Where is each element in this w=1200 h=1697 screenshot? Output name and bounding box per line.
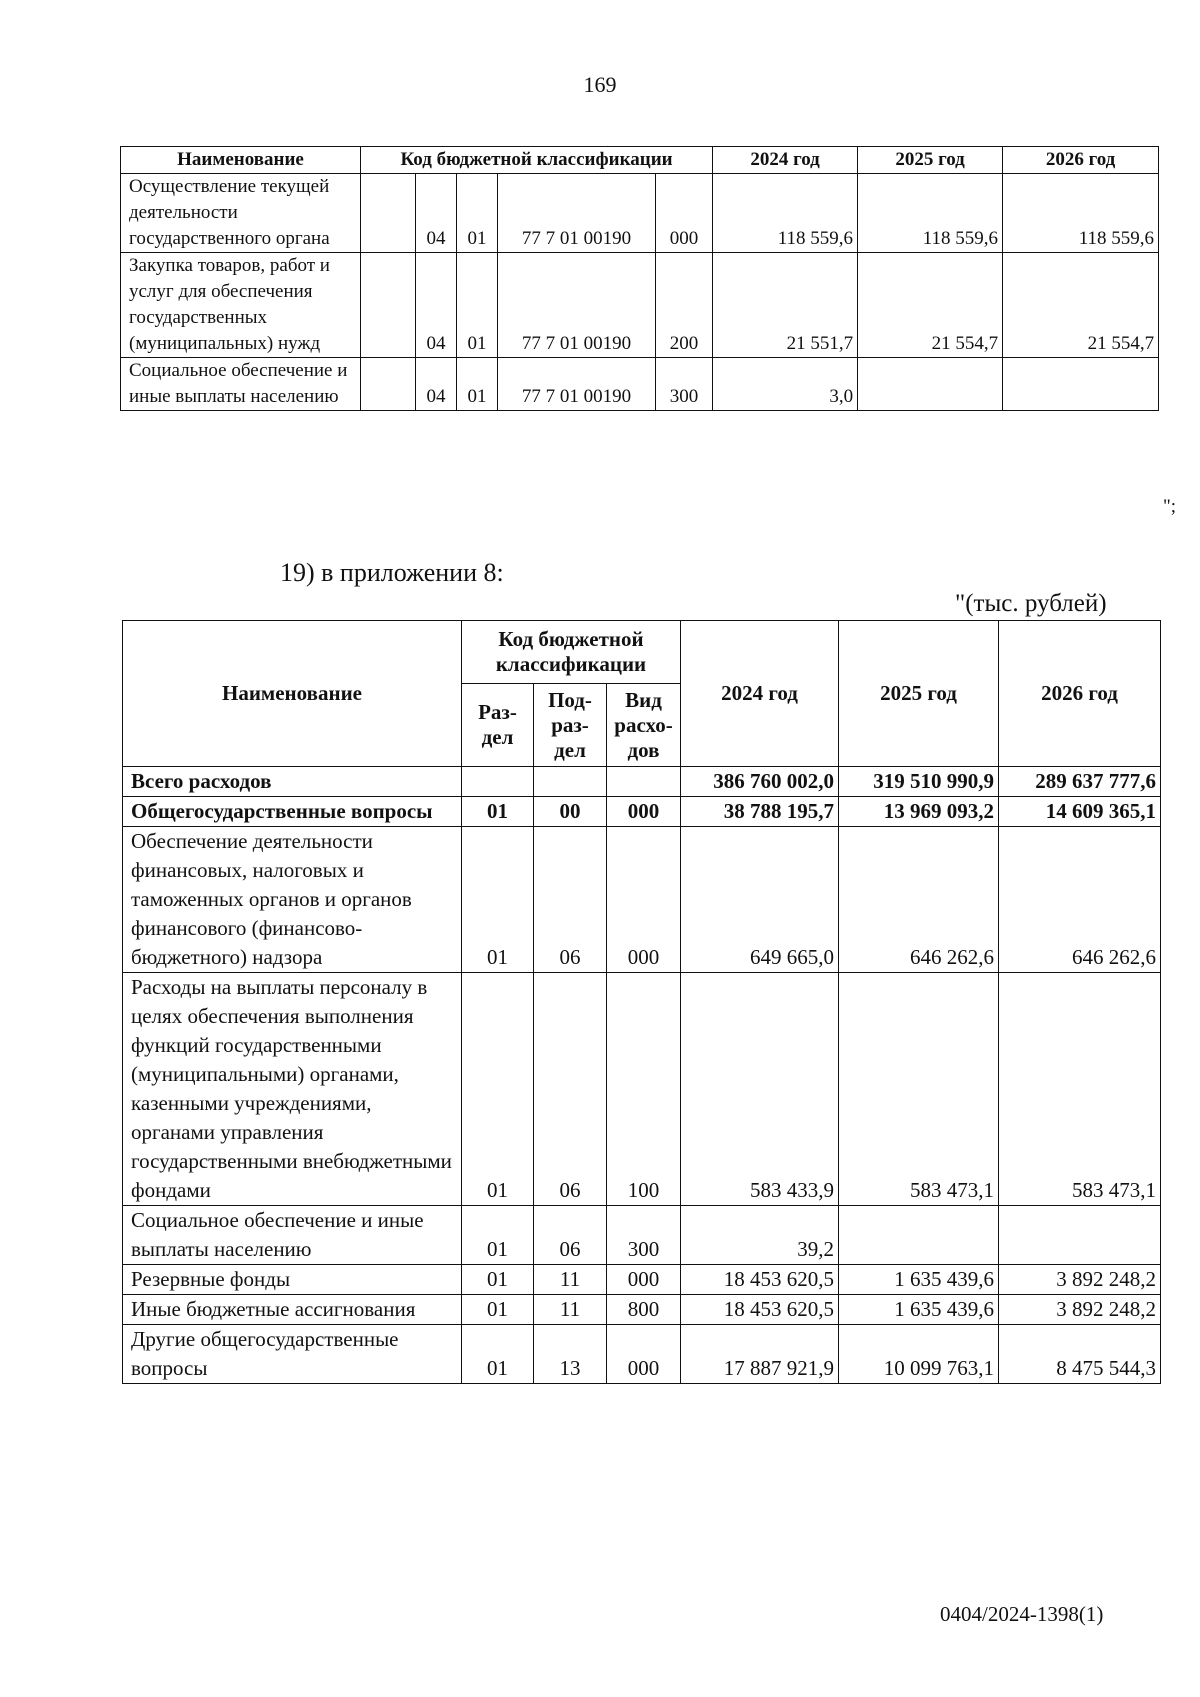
cell-v2026: 3 892 248,2 (999, 1265, 1161, 1295)
cell-c5: 000 (656, 174, 713, 253)
cell-vid: 000 (607, 1325, 681, 1384)
cell-vid (607, 767, 681, 797)
cell-podrazdel: 00 (534, 797, 607, 827)
cell-v2026: 583 473,1 (999, 973, 1161, 1206)
cell-c1 (361, 358, 416, 411)
cell-name: Общегосударственные вопросы (123, 797, 462, 827)
cell-v2026: 21 554,7 (1003, 253, 1159, 358)
cell-v2026 (999, 1206, 1161, 1265)
cell-v2024: 3,0 (713, 358, 858, 411)
cell-vid: 000 (607, 1265, 681, 1295)
header-2025: 2025 год (839, 621, 999, 767)
cell-c1 (361, 174, 416, 253)
cell-v2024: 17 887 921,9 (681, 1325, 839, 1384)
cell-vid: 000 (607, 797, 681, 827)
table-row (123, 797, 1161, 827)
cell-c4: 77 7 01 00190 (498, 358, 656, 411)
cell-v2024: 21 551,7 (713, 253, 858, 358)
cell-v2025 (858, 358, 1003, 411)
cell-c3: 01 (457, 358, 498, 411)
table-row (123, 1325, 1161, 1384)
cell-name: Иные бюджетные ассигнования (123, 1295, 462, 1325)
cell-c5: 300 (656, 358, 713, 411)
cell-razdel: 01 (462, 1265, 534, 1295)
cell-vid: 100 (607, 973, 681, 1206)
header-podrazdel: Под-раз-дел (534, 684, 607, 767)
cell-v2025: 21 554,7 (858, 253, 1003, 358)
cell-name: Всего расходов (123, 767, 462, 797)
cell-v2024: 583 433,9 (681, 973, 839, 1206)
cell-razdel (462, 767, 534, 797)
cell-v2026 (1003, 358, 1159, 411)
cell-v2025: 319 510 990,9 (839, 767, 999, 797)
cell-v2026: 8 475 544,3 (999, 1325, 1161, 1384)
cell-v2026: 3 892 248,2 (999, 1295, 1161, 1325)
cell-v2024: 38 788 195,7 (681, 797, 839, 827)
cell-v2025: 10 099 763,1 (839, 1325, 999, 1384)
table-row (121, 174, 1159, 253)
cell-c3: 01 (457, 253, 498, 358)
cell-vid: 800 (607, 1295, 681, 1325)
header-code: Код бюджетной классификации (462, 621, 681, 684)
cell-c1 (361, 253, 416, 358)
header-name: Наименование (123, 621, 462, 767)
cell-v2024: 39,2 (681, 1206, 839, 1265)
cell-name: Другие общегосударственные вопросы (123, 1325, 462, 1384)
cell-v2025: 13 969 093,2 (839, 797, 999, 827)
table-header-row (121, 147, 1159, 174)
unit-label: "(тыс. рублей) (955, 590, 1107, 617)
cell-v2024: 386 760 002,0 (681, 767, 839, 797)
table-row (121, 253, 1159, 358)
cell-podrazdel: 06 (534, 1206, 607, 1265)
budget-table-continued (120, 146, 1159, 411)
header-2025: 2025 год (858, 147, 1003, 174)
cell-name: Резервные фонды (123, 1265, 462, 1295)
cell-v2025: 646 262,6 (839, 827, 999, 973)
cell-v2026: 118 559,6 (1003, 174, 1159, 253)
cell-podrazdel: 11 (534, 1265, 607, 1295)
cell-razdel: 01 (462, 797, 534, 827)
cell-v2024: 118 559,6 (713, 174, 858, 253)
cell-podrazdel: 06 (534, 827, 607, 973)
cell-razdel: 01 (462, 1295, 534, 1325)
page-number: 169 (583, 72, 617, 97)
cell-c4: 77 7 01 00190 (498, 174, 656, 253)
cell-name: Обеспечение деятельности финансовых, налоговых и таможенных органов и органов финансового (финансово-бюджетного) надзора (123, 827, 462, 973)
cell-podrazdel (534, 767, 607, 797)
cell-razdel: 01 (462, 1325, 534, 1384)
cell-c2: 04 (416, 174, 457, 253)
cell-v2026: 289 637 777,6 (999, 767, 1161, 797)
header-razdel: Раз-дел (462, 684, 534, 767)
table-header-row (123, 621, 1161, 684)
cell-v2025: 118 559,6 (858, 174, 1003, 253)
cell-v2026: 646 262,6 (999, 827, 1161, 973)
cell-v2024: 649 665,0 (681, 827, 839, 973)
cell-vid: 000 (607, 827, 681, 973)
header-2024: 2024 год (713, 147, 858, 174)
cell-v2025: 1 635 439,6 (839, 1295, 999, 1325)
cell-v2024: 18 453 620,5 (681, 1295, 839, 1325)
cell-name: Социальное обеспечение и иные выплаты населению (121, 358, 361, 411)
table-row (123, 1265, 1161, 1295)
cell-c2: 04 (416, 358, 457, 411)
cell-name: Социальное обеспечение и иные выплаты населению (123, 1206, 462, 1265)
cell-name: Расходы на выплаты персоналу в целях обеспечения выполнения функций государственными (муниципальными) органами, казенными учреждениями, органами управления государственными внебюджетными фондами (123, 973, 462, 1206)
cell-v2025: 1 635 439,6 (839, 1265, 999, 1295)
header-2026: 2026 год (999, 621, 1161, 767)
header-name: Наименование (121, 147, 361, 174)
table-row (121, 358, 1159, 411)
cell-c2: 04 (416, 253, 457, 358)
cell-name: Осуществление текущей деятельности государственного органа (121, 174, 361, 253)
header-2026: 2026 год (1003, 147, 1159, 174)
cell-c3: 01 (457, 174, 498, 253)
cell-name: Закупка товаров, работ и услуг для обеспечения государственных (муниципальных) нужд (121, 253, 361, 358)
cell-c4: 77 7 01 00190 (498, 253, 656, 358)
cell-podrazdel: 13 (534, 1325, 607, 1384)
header-2024: 2024 год (681, 621, 839, 767)
cell-podrazdel: 06 (534, 973, 607, 1206)
header-vid: Вид расхо-дов (607, 684, 681, 767)
cell-v2026: 14 609 365,1 (999, 797, 1161, 827)
document-code: 0404/2024-1398(1) (940, 1602, 1104, 1626)
cell-razdel: 01 (462, 973, 534, 1206)
table-row (123, 1295, 1161, 1325)
cell-razdel: 01 (462, 1206, 534, 1265)
table-row (123, 1206, 1161, 1265)
cell-v2024: 18 453 620,5 (681, 1265, 839, 1295)
section-heading: 19) в приложении 8: (280, 558, 504, 587)
cell-podrazdel: 11 (534, 1295, 607, 1325)
table-row (123, 827, 1161, 973)
expenditure-table (122, 620, 1161, 1384)
quote-closing-mark: "; (1163, 496, 1177, 517)
cell-v2025 (839, 1206, 999, 1265)
cell-razdel: 01 (462, 827, 534, 973)
cell-vid: 300 (607, 1206, 681, 1265)
cell-v2025: 583 473,1 (839, 973, 999, 1206)
table-row (123, 973, 1161, 1206)
header-code: Код бюджетной классификации (361, 147, 713, 174)
cell-c5: 200 (656, 253, 713, 358)
table-row (123, 767, 1161, 797)
